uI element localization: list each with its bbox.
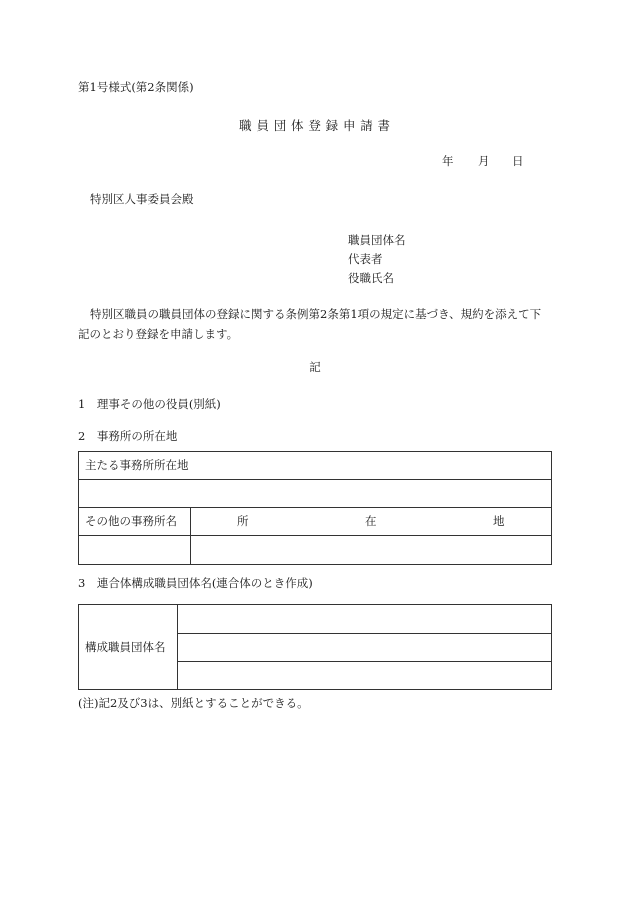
office-location-table [78,451,552,565]
addressee: 特別区人事委員会殿 [90,192,194,206]
document-title: 職員団体登録申請書 [239,118,395,133]
table-divider [190,508,191,564]
org-name-label: 職員団体名 [348,233,406,247]
main-office-label-row [79,452,551,480]
position-name-label: 役職氏名 [348,271,394,285]
table-divider [177,605,178,689]
footnote: (注)記2及び3は、別紙とすることができる。 [78,696,309,710]
row-divider [178,661,551,662]
ki-heading: 記 [309,360,321,374]
row-divider [178,633,551,634]
main-office-value-row[interactable] [79,480,551,508]
applicant-block [348,231,406,288]
other-office-label: その他の事務所名 [85,514,177,528]
form-number: 第1号様式(第2条関係) [78,80,194,94]
date-year-label: 年 [442,154,454,168]
body-text: 特別区職員の職員団体の登録に関する条例第2条第1項の規定に基づき、規約を添えて下記のとおり登録を申請します。 [78,307,542,341]
date-month-label: 月 [478,154,490,168]
section1-heading: 1 理事その他の役員(別紙) [78,397,221,411]
date-day-label: 日 [512,154,524,168]
other-office-value-row[interactable] [79,536,551,564]
member-org-label: 構成職員団体名 [85,640,166,654]
location-char-1: 所 [237,514,249,528]
member-org-table [78,604,552,690]
location-char-3: 地 [493,514,505,528]
representative-label: 代表者 [348,252,383,266]
other-office-header-row [79,508,551,536]
section3-heading: 3 連合体構成職員団体名(連合体のとき作成) [78,576,313,590]
main-office-label: 主たる事務所所在地 [85,458,189,472]
section2-heading: 2 事務所の所在地 [78,429,178,443]
location-char-2: 在 [365,514,377,528]
